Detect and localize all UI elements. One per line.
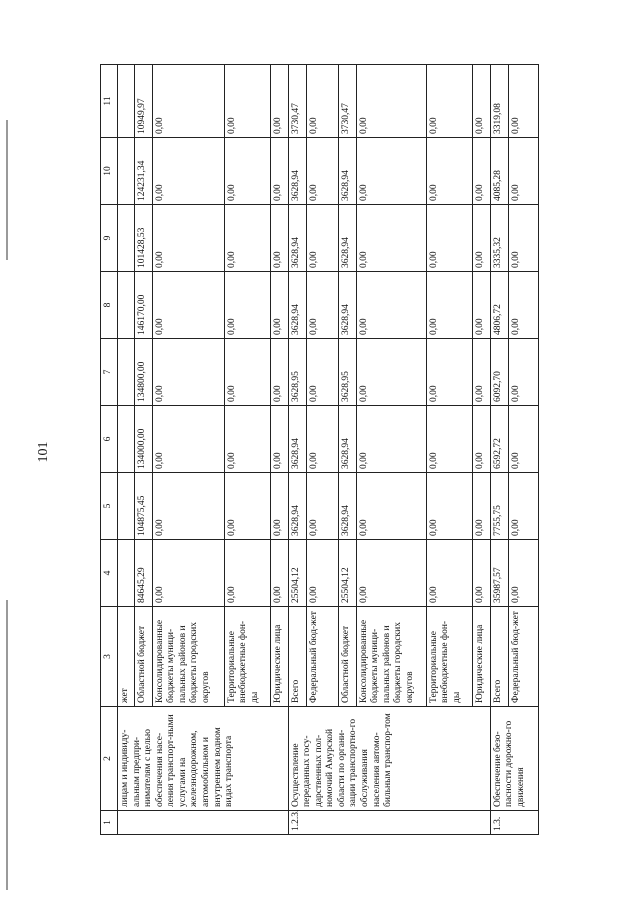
- source-cell: Территориальные внебюджетные фон-ды: [224, 607, 270, 707]
- value-cell: 0,00: [426, 406, 472, 473]
- col-number-9: 9: [101, 205, 118, 272]
- value-cell: 0,00: [270, 473, 288, 540]
- binding-mark-bottom: [6, 600, 8, 890]
- value-cell: 0,00: [224, 339, 270, 406]
- source-cell: Областной бюджет: [134, 607, 152, 707]
- value-cell: 0,00: [306, 272, 338, 339]
- value-cell: 10949,97: [134, 65, 152, 138]
- row-name-cell: лицам и индивиду-альным предпри-нимателям с целью обеспечения насе-ления транспорт-ными услугами на железнодорожном, автомобильном и внутреннем водном видах транспорта: [118, 707, 289, 811]
- value-cell: 0,00: [224, 272, 270, 339]
- value-cell: 0,00: [152, 205, 224, 272]
- value-cell: 25504,12: [288, 540, 306, 607]
- value-cell: 25504,12: [338, 540, 356, 607]
- value-cell: 0,00: [270, 138, 288, 205]
- value-cell: 0,00: [508, 65, 538, 138]
- value-cell: 0,00: [224, 406, 270, 473]
- value-cell: 0,00: [472, 540, 490, 607]
- value-cell: 0,00: [426, 540, 472, 607]
- value-cell: 84645,29: [134, 540, 152, 607]
- col-number-1: 1: [101, 811, 118, 835]
- value-cell: 3628,95: [338, 339, 356, 406]
- table-row: [288, 65, 306, 835]
- value-cell: 146170,00: [134, 272, 152, 339]
- source-cell: Юридические лица: [270, 607, 288, 707]
- value-cell: 0,00: [472, 138, 490, 205]
- budget-table: [100, 64, 539, 835]
- value-cell: 0,00: [426, 65, 472, 138]
- value-cell: 0,00: [152, 406, 224, 473]
- rotated-table-wrapper: [100, 65, 530, 835]
- page-number: 101: [36, 441, 51, 463]
- source-cell: Федеральный бюд-жет: [508, 607, 538, 707]
- value-cell: 0,00: [426, 272, 472, 339]
- value-cell: 0,00: [152, 272, 224, 339]
- source-cell: Областной бюджет: [338, 607, 356, 707]
- col-number-7: 7: [101, 339, 118, 406]
- value-cell: 0,00: [426, 138, 472, 205]
- source-cell: Консолидированные бюджеты муници-пальных районов и бюджеты городских округов: [152, 607, 224, 707]
- value-cell: 0,00: [270, 339, 288, 406]
- value-cell: 3335,32: [490, 205, 508, 272]
- value-cell: 0,00: [472, 65, 490, 138]
- value-cell: 0,00: [306, 540, 338, 607]
- value-cell: 4806,72: [490, 272, 508, 339]
- value-cell: 104875,45: [134, 473, 152, 540]
- value-cell: 0,00: [306, 406, 338, 473]
- binding-mark-top: [6, 120, 8, 260]
- value-cell: 3628,94: [338, 406, 356, 473]
- value-cell: 124231,34: [134, 138, 152, 205]
- value-cell: 0,00: [508, 540, 538, 607]
- value-cell: 0,00: [508, 406, 538, 473]
- value-cell: 3628,94: [288, 473, 306, 540]
- value-cell: 0,00: [508, 272, 538, 339]
- value-cell: 3628,94: [288, 205, 306, 272]
- col-number-11: 11: [101, 65, 118, 138]
- value-cell: 0,00: [152, 138, 224, 205]
- value-cell: 0,00: [356, 138, 426, 205]
- value-cell: 0,00: [224, 65, 270, 138]
- source-cell: жет: [118, 607, 135, 707]
- value-cell: 0,00: [152, 65, 224, 138]
- row-code-cell: 1.2.3.: [288, 811, 490, 835]
- column-number-row: [101, 65, 118, 835]
- value-cell: 0,00: [472, 272, 490, 339]
- row-name-cell: Обеспечение безо-пасности дорожно-го движения: [490, 707, 538, 811]
- value-cell: 0,00: [472, 205, 490, 272]
- value-cell: 0,00: [508, 339, 538, 406]
- value-cell: 3628,94: [288, 406, 306, 473]
- table-row: [490, 65, 508, 835]
- value-cell: 3628,94: [288, 138, 306, 205]
- value-cell: 0,00: [224, 540, 270, 607]
- value-cell: 0,00: [472, 406, 490, 473]
- value-cell: 0,00: [426, 339, 472, 406]
- value-cell: 0,00: [508, 205, 538, 272]
- col-number-3: 3: [101, 607, 118, 707]
- source-cell: Всего: [490, 607, 508, 707]
- value-cell: 0,00: [426, 473, 472, 540]
- col-number-5: 5: [101, 473, 118, 540]
- row-name-cell: Осуществление переданных госу-дарственных пол-номочий Амурской области по органи-зации транспортно-го обслуживания населения автомо-бильным транспор-том: [288, 707, 490, 811]
- value-cell: 0,00: [356, 339, 426, 406]
- value-cell: 3628,94: [338, 205, 356, 272]
- source-cell: Юридические лица: [472, 607, 490, 707]
- value-cell: 0,00: [152, 473, 224, 540]
- value-cell: 0,00: [472, 339, 490, 406]
- value-cell: 0,00: [508, 138, 538, 205]
- value-cell: 0,00: [356, 205, 426, 272]
- table-row: [118, 65, 135, 835]
- value-cell: 0,00: [356, 473, 426, 540]
- value-cell: 0,00: [270, 65, 288, 138]
- value-cell: 3730,47: [288, 65, 306, 138]
- value-cell: 0,00: [306, 339, 338, 406]
- value-cell: 0,00: [356, 540, 426, 607]
- col-number-6: 6: [101, 406, 118, 473]
- value-cell: 0,00: [270, 406, 288, 473]
- row-code-cell: [118, 811, 289, 835]
- col-number-4: 4: [101, 540, 118, 607]
- value-cell: 0,00: [224, 205, 270, 272]
- value-cell: 0,00: [306, 65, 338, 138]
- col-number-10: 10: [101, 138, 118, 205]
- value-cell: 3628,94: [338, 473, 356, 540]
- value-cell: 7755,75: [490, 473, 508, 540]
- value-cell: 0,00: [356, 406, 426, 473]
- row-code-cell: 1.3.: [490, 811, 538, 835]
- value-cell: 0,00: [270, 540, 288, 607]
- value-cell: 3319,08: [490, 65, 508, 138]
- value-cell: 0,00: [306, 205, 338, 272]
- value-cell: 0,00: [356, 272, 426, 339]
- value-cell: 0,00: [152, 339, 224, 406]
- value-cell: 0,00: [306, 138, 338, 205]
- value-cell: 134800,00: [134, 339, 152, 406]
- value-cell: 3730,47: [338, 65, 356, 138]
- value-cell: 0,00: [508, 473, 538, 540]
- value-cell: 6592,72: [490, 406, 508, 473]
- value-cell: 35987,57: [490, 540, 508, 607]
- source-cell: Всего: [288, 607, 306, 707]
- value-cell: 0,00: [356, 65, 426, 138]
- value-cell: 0,00: [224, 138, 270, 205]
- col-number-8: 8: [101, 272, 118, 339]
- value-cell: 4085,28: [490, 138, 508, 205]
- value-cell: 0,00: [306, 473, 338, 540]
- value-cell: 101428,53: [134, 205, 152, 272]
- source-cell: Консолидированные бюджеты муници-пальных районов и бюджеты городских округов: [356, 607, 426, 707]
- value-cell: 0,00: [224, 473, 270, 540]
- value-cell: 0,00: [152, 540, 224, 607]
- value-cell: 0,00: [270, 205, 288, 272]
- value-cell: 3628,94: [338, 138, 356, 205]
- value-cell: 0,00: [426, 205, 472, 272]
- value-cell: 3628,95: [288, 339, 306, 406]
- value-cell: 134000,00: [134, 406, 152, 473]
- value-cell: 3628,94: [288, 272, 306, 339]
- col-number-2: 2: [101, 707, 118, 811]
- source-cell: Территориальные внебюджетные фон-ды: [426, 607, 472, 707]
- value-cell: 0,00: [472, 473, 490, 540]
- value-cell: 0,00: [270, 272, 288, 339]
- source-cell: Федеральный бюд-жет: [306, 607, 338, 707]
- value-cell: 6092,70: [490, 339, 508, 406]
- value-cell: 3628,94: [338, 272, 356, 339]
